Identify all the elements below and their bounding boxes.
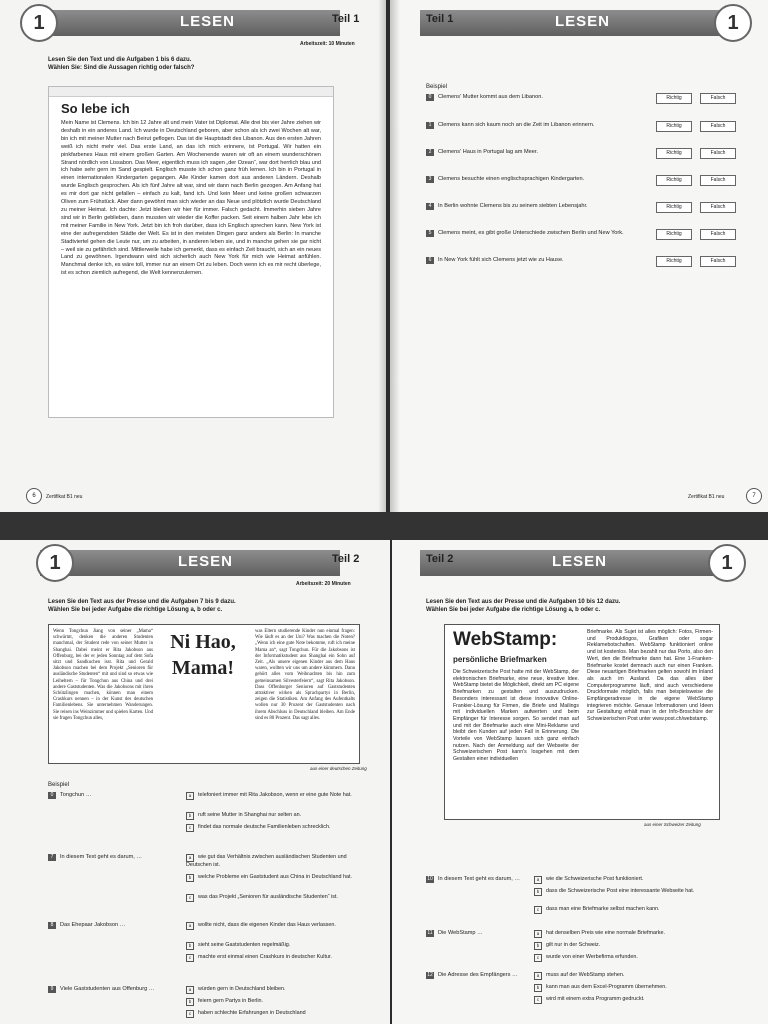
option-letter: b xyxy=(186,942,194,950)
option-text: wie die Schweizerische Post funktioniert. xyxy=(546,876,644,882)
option-letter: a xyxy=(186,854,194,862)
statement-number: 1 xyxy=(426,122,434,129)
option-c[interactable] xyxy=(534,954,730,962)
article-column-2: was Eltern studierende Kinder nun einmal fragen: Wie läuft es an der Uni? Was machen die Noten? „Wenn ich eine gute Note bekomme, ruft ich meine Mama an“, sagt Tongchun. Für die Jakobsons ist der Informatikstudent aus Shanghai ein Sohn auf Zeit. „Als unsere eigenen Kinder aus dem Haus waren, wollten wir uns um andere kümmern. Dann gehört alles vom Weihnachten bis hin zum gemeinsamen Silvesterfeiern“, sagt Rita Jakobson. Dass Offenburger Senioren auf Gaststudenten attraktiver wirken als Sprachpartys in Berlin, zeigen die Statistiken. Am Anfang des Aufenthalts wollen nur 30 Prozent der Gaststudenten nach ihrem Abschluss in Deutschland bleiben. Am Ende sind es 80 Prozent. Das sagt alles. xyxy=(255,629,355,721)
question-stem: In diesem Text geht es darum, … xyxy=(438,876,520,882)
richtig-button[interactable]: Richtig xyxy=(656,148,692,159)
question-stem: Die WebStamp … xyxy=(438,930,483,936)
instructions xyxy=(426,598,620,614)
falsch-button[interactable]: Falsch xyxy=(700,202,736,213)
lesen-banner xyxy=(420,550,716,576)
question-8 xyxy=(48,922,125,929)
option-c[interactable] xyxy=(186,1010,362,1018)
statement-number: 5 xyxy=(426,230,434,237)
falsch-button[interactable]: Falsch xyxy=(700,175,736,186)
article-headline: Ni Hao, Mama! xyxy=(170,631,236,679)
option-text: welche Probleme ein Gaststudent aus China in Deutschland hat. xyxy=(198,874,353,880)
statement-text: In New York fühlt sich Clemens jetzt wie zu Hause. xyxy=(438,257,564,263)
question-stem: In diesem Text geht es darum, … xyxy=(60,854,142,860)
falsch-button[interactable]: Falsch xyxy=(700,93,736,104)
option-text: würden gern in Deutschland bleiben. xyxy=(198,986,286,992)
statement-4 xyxy=(426,203,636,210)
section-number-badge: 1 xyxy=(708,544,746,582)
blog-window xyxy=(48,86,334,418)
question-11 xyxy=(426,930,483,937)
statement-number: 6 xyxy=(426,257,434,264)
option-b[interactable] xyxy=(534,984,730,992)
article-column-1: Wenn Tongchun Jiang von seiner „Mama“ schwärmt, denken die anderen Studenten manchmal, der Student rede von seiner Mutter in Shanghai. Dabei meint er Rita Jakobson aus Offenburg, bei der er jeden Sonntag auf dem Sofa sitzt und Sandkuchen isst. Rita und Gerald Jakobson machen bei dem Projekt „Senioren für ausländische Studenten“ mit und sind so etwas wie Leiheltern – für Tongchun aus China und drei andere Gaststudenten. Was die Jakobsons mit ihren Schützlingen machen, können man einem Crashkurs nennen – in der Kunst des deutschen Familienlebens. Sie unternehmen Wanderungen. Sie reisen ins Weinzimmer und spielen Karten. Und sie fragen Tongchun alles, xyxy=(53,629,153,721)
option-letter: b xyxy=(186,998,194,1006)
option-letter: c xyxy=(186,954,194,962)
option-letter: c xyxy=(186,894,194,902)
option-b[interactable] xyxy=(534,888,730,896)
option-c[interactable] xyxy=(534,996,730,1004)
statement-number: 2 xyxy=(426,149,434,156)
statement-text: Clemens' Haus in Portugal lag am Meer. xyxy=(438,149,538,155)
question-stem: Tongchun … xyxy=(60,792,92,798)
option-b[interactable] xyxy=(186,942,362,950)
page-fold-shadow xyxy=(390,0,400,512)
instruction-line-1: Lesen Sie den Text und die Aufgaben 1 bis 6 dazu. xyxy=(48,57,192,63)
option-text: findet das normale deutsche Familienleben schrecklich. xyxy=(198,824,331,830)
teil-label: Teil 2 xyxy=(426,553,454,565)
statement-number: 4 xyxy=(426,203,434,210)
question-10 xyxy=(426,876,520,883)
question-number: 8 xyxy=(48,922,56,929)
banner-title: LESEN xyxy=(555,13,611,30)
statement-5 xyxy=(426,230,636,237)
question-number: 7 xyxy=(48,854,56,861)
richtig-button[interactable]: Richtig xyxy=(656,256,692,267)
instruction-line-2: Wählen Sie bei jeder Aufgabe die richtige Lösung a, b oder c. xyxy=(426,607,601,613)
option-text: was das Projekt „Senioren für ausländische Studenten“ ist. xyxy=(198,894,338,900)
falsch-button[interactable]: Falsch xyxy=(700,256,736,267)
footer-label: Zertifikat B1 neu xyxy=(46,494,83,500)
statement-text: Clemens' Mutter kommt aus dem Libanon. xyxy=(438,94,543,100)
statement-number: 3 xyxy=(426,176,434,183)
newspaper-article xyxy=(48,624,360,764)
option-b[interactable] xyxy=(186,812,362,820)
option-letter: a xyxy=(186,792,194,800)
option-a[interactable] xyxy=(186,922,362,930)
option-c[interactable] xyxy=(186,954,362,962)
statement-3 xyxy=(426,176,636,183)
option-a[interactable] xyxy=(534,930,730,938)
option-text: kann man aus dem Excel-Programm übernehmen. xyxy=(546,984,667,990)
statement-number: 0 xyxy=(426,94,434,101)
option-a[interactable] xyxy=(186,986,362,994)
option-text: dass man eine Briefmarke selbst machen kann. xyxy=(546,906,660,912)
teil-label: Teil 2 xyxy=(332,553,360,565)
option-text: muss auf der WebStamp stehen. xyxy=(546,972,625,978)
instructions xyxy=(48,598,236,614)
richtig-button[interactable]: Richtig xyxy=(656,229,692,240)
option-b[interactable] xyxy=(534,942,730,950)
richtig-button[interactable]: Richtig xyxy=(656,202,692,213)
richtig-button[interactable]: Richtig xyxy=(656,121,692,132)
article-source: aus einer Schweizer Zeitung xyxy=(644,822,701,827)
blog-title: So lebe ich xyxy=(61,101,130,116)
article-column-1: Die Schweizerische Post hatte mit der WebStamp, der elektronischen Briefmarke, eine neue, kreative Idee. WebStamp bietet die Möglichkeit, direkt am PC eigene Briefmarken zu gestalten und auszudrucken. Besonders interessant ist diese innovative Online-Frankier-Lösung für Firmen, die Briefe und Mailings mit individuellen Marken aufwerten und beim Empfänger für Interesse sorgen. So sendet man auf und mit der Briefmarke auch eine Mini-Reklame und bleibt den Kunden auf jeden Fall in Erinnerung. Die Vorteile von WebStamp lassen sich ganz einfach nutzen. Nach der Anmeldung auf der Webseite der Schweizerischen Post kann's losgehen mit dem Gestalten einer individuellen xyxy=(453,669,579,763)
option-a[interactable] xyxy=(534,972,730,980)
teil-label: Teil 1 xyxy=(426,13,454,25)
option-letter: b xyxy=(534,942,542,950)
lesen-banner xyxy=(40,10,340,36)
webstamp-article xyxy=(444,624,720,820)
arbeitszeit-label: Arbeitszeit: 20 Minuten xyxy=(296,581,351,587)
option-letter: b xyxy=(186,812,194,820)
section-number-badge: 1 xyxy=(20,4,58,42)
question-number: 9 xyxy=(48,986,56,993)
window-toolbar xyxy=(49,87,333,97)
page-teil2-right xyxy=(392,540,768,1024)
question-stem: Das Ehepaar Jakobson … xyxy=(60,922,126,928)
statement-1 xyxy=(426,122,636,129)
option-text: wird mit einem extra Programm gedruckt. xyxy=(546,996,645,1002)
article-title: WebStamp: xyxy=(453,629,558,650)
page-6 xyxy=(0,0,386,512)
question-stem: Die Adresse des Empfängers … xyxy=(438,972,518,978)
page-fold-shadow xyxy=(378,0,386,512)
option-letter: c xyxy=(186,824,194,832)
teil-label: Teil 1 xyxy=(332,13,360,25)
statement-text: Clemens besuchte einen englischsprachigen Kindergarten. xyxy=(438,176,585,182)
statement-0 xyxy=(426,94,636,101)
beispiel-label: Beispiel xyxy=(426,84,448,90)
blog-text: Mein Name ist Clemens. Ich bin 12 Jahre alt und mein Vater ist Diplomat. Alle drei bis vier Jahre ziehen wir deshalb in ein anderes Land. Ich wurde in Deutschland geboren, aber schon als ich zwei Wochen alt war, bin ich mit meiner Mutter nach Beirut geflogen. Das ist die Hauptstadt des Libanon. Aus den ersten Jahren weiß ich nicht mehr viel. Das erste Land, an das ich mich erinnere, ist Portugal. Wir hatten ein pinkfarbenes Haus mit einem großen Garten. Am Wochenende waren wir oft an einem wunderschönen Strand nördlich von Lissabon. Das Meer, eigentlich muss ich sagen „der Ozean“, war dort herrlich blau und ich habe sehr gern im Sand gespielt. Englisch musste ich schon ganz früh lernen. Ich bin in Portugal in einen internationalen Kindergarten gegangen. Alle Kinder kamen dort aus anderen Ländern. Deshalb wurde Englisch gesprochen. Als ich fünf Jahre alt war, sind wir dann nach Berlin gezogen. Am Anfang hat es mir dort gar nicht gefallen – einfach zu kalt, fand ich. Und kein Meer und keine großen schwarzen Oliven zum Frühstück. Aber dann gewöhnt man sich wieder an das Neue und plötzlich wurde Deutschland zu meiner Heimat. Ich dachte: Jetzt bleiben wir hier für immer. Falsch gedacht. Immerhin sieben Jahre sind wir in Berlin geblieben, dann mussten wir wieder die Koffer packen. Seit einem halben Jahr lebe ich mit meiner Familie in New York. Jetzt bin ich froh darüber, dass ich Englisch sprechen kann. New York ist eine der aufregendsten Städte der Welt. Es ist in den meisten Dingen ganz anders als Berlin: In manche Stadtviertel gehen die Leute nur, um zu arbeiten, in anderen leben sie, und in manche gehen sie gar nicht – weil sie zu gefährlich sind. Mittlerweile habe ich gemerkt, dass es einfach Zeit braucht, sich an ein neues Land zu gewöhnen. Irgendwann wird sich sicherlich auch New York für mich wie Heimat anfühlen. Manchmal denke ich, es wäre toll, immer nur an einem Ort zu leben. Doch wenn ich es mir recht überlege, ist es schon ziemlich aufregend, die Welt kennenzulernen. xyxy=(61,120,321,277)
question-number: 10 xyxy=(427,876,433,882)
option-letter: c xyxy=(534,906,542,914)
richtig-button[interactable]: Richtig xyxy=(656,93,692,104)
option-text: telefoniert immer mit Rita Jakobson, wenn er eine gute Note hat. xyxy=(198,792,352,798)
article-column-2: Briefmarke. Als Sujet ist alles möglich: Fotos, Firmen- und Produktlogos, Grafiken oder sogar Reklamebotschaften. WebStamp funktioniert online und ist kostenlos. Man bezahlt nur das Porto, also den Wert, den die Briefmarke dann hat. Eine 1-Franken-Briefmarke kostet demnach auch nur einen Franken. Diese neuartigen Briefmarken gelten sowohl im Inland als auch im Ausland. Da das alles über Computerprogramme läuft, sind auch verschiedene Druckformate möglich, falls man beispielsweise die Empfängeradresse in die eigene WebStamp integrieren möchte. Genaue Informationen und Ideen zur Gestaltung erhält man in der Info-Broschüre der Schweizerischen Post unter www.post.ch/webstamp. xyxy=(587,629,713,723)
question-12 xyxy=(426,972,518,979)
option-letter: a xyxy=(186,922,194,930)
article-subtitle: persönliche Briefmarken xyxy=(453,655,547,664)
section-number-badge: 1 xyxy=(714,4,752,42)
option-text: wurde von einer Werbefirma erfunden. xyxy=(546,954,638,960)
falsch-button[interactable]: Falsch xyxy=(700,148,736,159)
option-text: hat denselben Preis wie eine normale Briefmarke. xyxy=(546,930,665,936)
page-number: 6 xyxy=(26,488,42,504)
option-a[interactable] xyxy=(534,876,730,884)
question-number: 11 xyxy=(427,930,433,936)
option-text: haben schlechte Erfahrungen in Deutschland xyxy=(198,1010,306,1016)
option-text: dass die Schweizerische Post eine interessante Webseite hat. xyxy=(546,888,695,894)
page-7 xyxy=(390,0,768,512)
option-c[interactable] xyxy=(186,894,362,902)
option-text: feiern gern Partys in Berlin. xyxy=(198,998,264,1004)
article-source: aus einer deutschen Zeitung xyxy=(310,766,367,771)
footer-label: Zertifikat B1 neu xyxy=(688,494,725,500)
page-teil2-left xyxy=(0,540,390,1024)
section-number-badge: 1 xyxy=(36,544,74,582)
option-text: ruft seine Mutter in Shanghai nur selten an. xyxy=(198,812,302,818)
option-a[interactable] xyxy=(186,792,362,800)
instruction-line-2: Wählen Sie bei jeder Aufgabe die richtige Lösung a, b oder c. xyxy=(48,607,223,613)
option-text: wollte nicht, dass die eigenen Kinder das Haus verlassen. xyxy=(198,922,336,928)
instruction-line-1: Lesen Sie den Text aus der Presse und die Aufgaben 7 bis 9 dazu. xyxy=(48,599,236,605)
option-c[interactable] xyxy=(186,824,362,832)
page-gap xyxy=(0,512,768,540)
option-letter: a xyxy=(534,972,542,980)
statement-6 xyxy=(426,257,636,264)
option-text: wie gut das Verhältnis zwischen ausländischen Studenten und Deutschen ist. xyxy=(186,854,347,868)
falsch-button[interactable]: Falsch xyxy=(700,121,736,132)
option-a[interactable] xyxy=(186,854,362,869)
option-text: machte erst einmal einen Crashkurs in deutscher Kultur. xyxy=(198,954,332,960)
question-stem: Viele Gaststudenten aus Offenburg … xyxy=(60,986,155,992)
instruction-line-1: Lesen Sie den Text aus der Presse und die Aufgaben 10 bis 12 dazu. xyxy=(426,599,621,605)
question-0 xyxy=(48,792,91,799)
option-letter: a xyxy=(534,876,542,884)
arbeitszeit-label: Arbeitszeit: 10 Minuten xyxy=(300,41,355,47)
option-letter: c xyxy=(186,1010,194,1018)
banner-title: LESEN xyxy=(180,13,236,30)
banner-title: LESEN xyxy=(552,553,608,570)
option-text: sieht seine Gaststudenten regelmäßig. xyxy=(198,942,291,948)
question-number: 0 xyxy=(48,792,56,799)
statement-text: In Berlin wohnte Clemens bis zu seinem siebten Lebensjahr. xyxy=(438,203,588,209)
option-letter: a xyxy=(186,986,194,994)
question-7 xyxy=(48,854,142,861)
beispiel-label: Beispiel xyxy=(48,782,70,788)
option-c[interactable] xyxy=(534,906,730,914)
option-letter: b xyxy=(534,984,542,992)
richtig-button[interactable]: Richtig xyxy=(656,175,692,186)
instructions xyxy=(48,56,194,72)
lesen-banner xyxy=(420,10,720,36)
statement-2 xyxy=(426,149,636,156)
statement-text: Clemens meint, es gibt große Unterschiede zwischen Berlin und New York. xyxy=(438,230,624,236)
falsch-button[interactable]: Falsch xyxy=(700,229,736,240)
option-b[interactable] xyxy=(186,998,362,1006)
banner-title: LESEN xyxy=(178,553,234,570)
question-number: 12 xyxy=(427,972,433,978)
option-b[interactable] xyxy=(186,874,362,882)
option-letter: c xyxy=(534,996,542,1004)
option-letter: c xyxy=(534,954,542,962)
page-number: 7 xyxy=(746,488,762,504)
lesen-banner xyxy=(40,550,340,576)
instruction-line-2: Wählen Sie: Sind die Aussagen richtig oder falsch? xyxy=(48,65,195,71)
option-letter: b xyxy=(534,888,542,896)
statement-text: Clemens kann sich kaum noch an die Zeit im Libanon erinnern. xyxy=(438,122,595,128)
option-letter: b xyxy=(186,874,194,882)
option-text: gilt nur in der Schweiz. xyxy=(546,942,601,948)
option-letter: a xyxy=(534,930,542,938)
question-9 xyxy=(48,986,154,993)
